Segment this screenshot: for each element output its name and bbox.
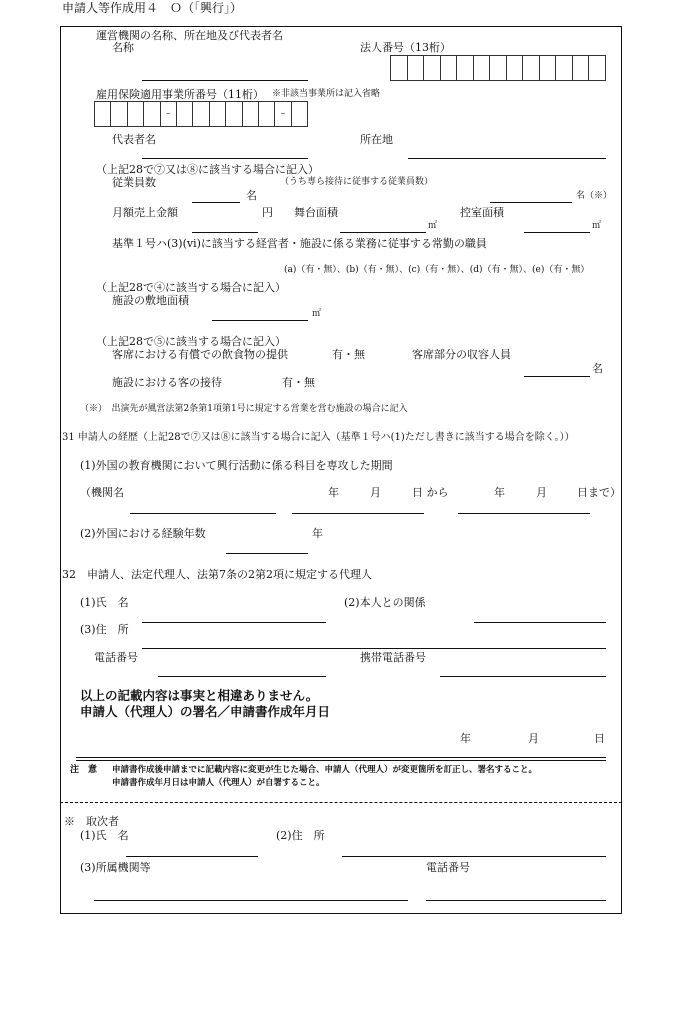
agent-address-label: (2)住 所 bbox=[276, 829, 325, 842]
dashed-divider bbox=[60, 802, 622, 803]
declaration-line2: 申請人（代理人）の署名／申請書作成年月日 bbox=[80, 704, 331, 719]
to-day-label: 日まで） bbox=[577, 486, 621, 499]
employees-sub-label: （うち専ら接待に従事する従業員数） bbox=[280, 177, 434, 187]
waiting-room-label: 控室面積 bbox=[460, 206, 504, 219]
agent-address-field[interactable] bbox=[342, 856, 606, 857]
rep-name-field[interactable] bbox=[142, 158, 308, 159]
agent-org-field[interactable] bbox=[94, 900, 408, 901]
institution-label: （機関名 bbox=[80, 486, 124, 499]
experience-years-unit: 年 bbox=[312, 527, 323, 540]
experience-years-field[interactable] bbox=[226, 553, 308, 554]
sec32-heading: 32 申請人、法定代理人、法第7条の2第2項に規定する代理人 bbox=[62, 568, 372, 581]
sec31-item2: (2)外国における経験年数 bbox=[80, 527, 206, 540]
stage-area-label: 舞台面積 bbox=[294, 206, 338, 219]
org-address-field[interactable] bbox=[408, 158, 606, 159]
to-year-label: 年 bbox=[494, 486, 505, 499]
employees-field[interactable] bbox=[192, 202, 240, 203]
corp-number-label: 法人番号（13桁） bbox=[360, 41, 451, 54]
site-area-label: 施設の敷地面積 bbox=[112, 294, 189, 307]
capacity-label: 客席部分の収容人員 bbox=[412, 348, 511, 361]
agent-name-label: (1)氏 名 bbox=[80, 829, 129, 842]
entertain-yes-no[interactable]: 有・無 bbox=[282, 376, 315, 389]
org-heading: 運営機関の名称、所在地及び代表者名 bbox=[96, 29, 283, 42]
agent-phone-field[interactable] bbox=[426, 900, 606, 901]
employees-unit: 名 bbox=[246, 189, 257, 202]
sign-year-label: 年 bbox=[460, 732, 471, 745]
institution-field[interactable] bbox=[130, 513, 276, 514]
sales-unit: 円 bbox=[262, 206, 273, 219]
staff-label: 基準１号ハ(3)(ⅵ)に該当する経営者・施設に係る業務に従事する常勤の職員 bbox=[112, 237, 487, 250]
from-year-label: 年 bbox=[328, 486, 339, 499]
period-from-field[interactable] bbox=[292, 513, 424, 514]
sales-label: 月額売上金額 bbox=[112, 206, 178, 219]
waiting-room-field[interactable] bbox=[524, 232, 590, 233]
sec-b-heading: （上記28で④に該当する場合に記入） bbox=[96, 281, 286, 294]
capacity-unit: 名 bbox=[592, 362, 603, 375]
stage-area-field[interactable] bbox=[340, 232, 426, 233]
applicant-address-label: (3)住 所 bbox=[80, 623, 129, 636]
caution-label: 注 意 bbox=[70, 765, 98, 775]
entertain-staff-field[interactable] bbox=[490, 202, 572, 203]
food-label: 客席における有償での飲食物の提供 bbox=[112, 348, 288, 361]
insurance-note: ※非該当事業所は記入省略 bbox=[272, 89, 381, 99]
sales-field[interactable] bbox=[192, 232, 258, 233]
sign-month-label: 月 bbox=[528, 732, 539, 745]
applicant-name-field[interactable] bbox=[142, 622, 326, 623]
to-month-label: 月 bbox=[536, 486, 547, 499]
period-to-field[interactable] bbox=[458, 513, 590, 514]
phone-field[interactable] bbox=[158, 676, 326, 677]
rep-name-label: 代表者名 bbox=[112, 133, 156, 146]
staff-options[interactable]: (a)（有・無）、(b)（有・無）、(c)（有・無）、(d)（有・無）、(e)（有・無） bbox=[284, 265, 590, 275]
org-name-label: 名称 bbox=[112, 41, 134, 54]
entertain-staff-unit: 名（※） bbox=[576, 191, 613, 201]
sec31-item1: (1)外国の教育機関において興行活動に係る科目を専攻した期間 bbox=[80, 459, 393, 472]
agent-name-field[interactable] bbox=[126, 856, 258, 857]
note-1: （※） 出演先が風営法第2条第1項第1号に規定する営業を営む施設の場合に記入 bbox=[80, 404, 408, 414]
insurance-label: 雇用保険適用事業所番号（11桁） bbox=[96, 88, 264, 101]
relation-label: (2)本人との関係 bbox=[344, 596, 426, 609]
mobile-field[interactable] bbox=[440, 676, 606, 677]
applicant-address-field[interactable] bbox=[142, 648, 606, 649]
caution-line1: 申請書作成後申請までに記載内容に変更が生じた場合、申請人（代理人）が変更箇所を訂正し、署名すること。 bbox=[112, 765, 538, 775]
from-day-label: 日 から bbox=[412, 486, 449, 499]
site-area-unit: ㎡ bbox=[312, 309, 322, 319]
food-yes-no[interactable]: 有・無 bbox=[332, 348, 365, 361]
applicant-name-label: (1)氏 名 bbox=[80, 596, 129, 609]
sign-day-label: 日 bbox=[594, 732, 605, 745]
declaration-line1: 以上の記載内容は事実と相違ありません。 bbox=[80, 688, 319, 703]
employees-label: 従業員数 bbox=[112, 176, 156, 189]
site-area-field[interactable] bbox=[212, 320, 308, 321]
capacity-field[interactable] bbox=[524, 376, 590, 377]
sec-a-heading: （上記28で⑦又は⑧に該当する場合に記入） bbox=[96, 163, 319, 176]
agent-org-label: (3)所属機関等 bbox=[80, 861, 151, 874]
stage-area-unit: ㎡ bbox=[428, 221, 438, 231]
sec-c-heading: （上記28で⑤に該当する場合に記入） bbox=[96, 335, 286, 348]
entertain-label: 施設における客の接待 bbox=[112, 376, 222, 389]
waiting-room-unit: ㎡ bbox=[592, 221, 602, 231]
signature-line[interactable] bbox=[76, 757, 606, 761]
sec31-heading: 31 申請人の経歴（上記28で⑦又は⑧に該当する場合に記入（基準１号ハ(1)ただし書きに該当する場合を除く。）） bbox=[62, 432, 575, 443]
agent-heading: ※ 取次者 bbox=[64, 815, 119, 828]
from-month-label: 月 bbox=[370, 486, 381, 499]
relation-field[interactable] bbox=[474, 622, 606, 623]
agent-phone-label: 電話番号 bbox=[426, 861, 470, 874]
insurance-number-boxes[interactable]: – – bbox=[94, 101, 308, 127]
mobile-label: 携帯電話番号 bbox=[360, 651, 426, 664]
caution-line2: 申請書作成年月日は申請人（代理人）が自署すること。 bbox=[112, 778, 325, 788]
phone-label: 電話番号 bbox=[94, 651, 138, 664]
form-title: 申請人等作成用４ Ｏ（「興行」） bbox=[62, 1, 243, 15]
org-address-label: 所在地 bbox=[360, 133, 393, 146]
org-name-field[interactable] bbox=[142, 80, 308, 81]
corp-number-boxes[interactable] bbox=[390, 55, 606, 81]
